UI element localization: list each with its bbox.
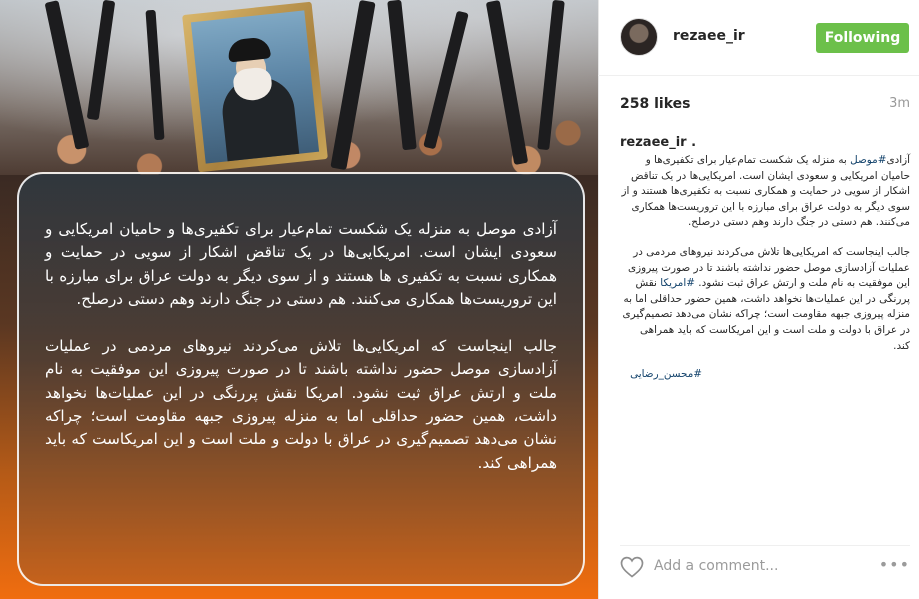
caption-username[interactable]: rezaee_ir . <box>620 135 697 150</box>
caption-paragraph-1 <box>620 153 910 231</box>
image-text-paragraph-1: آزادی موصل به منزله یک شکست تمام‌عیار برای تکفیری‌ها و حامیان امریکایی و سعودی ایشان است. امریکایی‌ها در یک تناقض اشکار از سویی در حمایت و همکاری نسبت به تکفیری ها هستند و از سوی دیگر به دولت عراق برای مبارزه با این تروریست‌ها همکاری می‌کنند. هم دستی در جنگ دارند وهم دستی درصلح. <box>45 220 557 308</box>
post-details-panel <box>598 0 919 599</box>
caption-paragraph-2 <box>620 245 910 354</box>
comment-input[interactable] <box>654 554 874 578</box>
hashtag-signature[interactable]: #محسن_رضایی <box>630 368 702 381</box>
image-text-box <box>17 172 585 586</box>
following-button[interactable]: Following <box>816 23 909 53</box>
portrait-frame <box>182 2 328 173</box>
caption <box>620 135 910 465</box>
post-header <box>598 0 919 76</box>
caption-paragraph-2-rest: نقش پررنگی در این عملیات‌ها نخواهد داشت، همین حضور حداقلی اما به منزله پیروزی جبهه مقاومت است؛ چراکه نشان می‌دهد تصمیم‌گیری در عراق با دولت و ملت است و این امریکاست که باید همراهی کند. <box>622 277 910 352</box>
caption-word: آزادی <box>886 154 910 166</box>
likes-count[interactable]: 258 likes <box>620 96 691 112</box>
post-meta <box>620 96 910 118</box>
caption-text <box>620 153 910 354</box>
hashtag-america[interactable]: #امریکا <box>660 277 695 290</box>
comment-footer <box>620 545 910 583</box>
header-username[interactable]: rezaee_ir <box>673 28 745 44</box>
more-options-icon[interactable]: ••• <box>878 555 910 574</box>
panel-divider <box>598 0 599 599</box>
heart-icon[interactable] <box>620 556 644 578</box>
post-time[interactable]: 3m <box>889 96 910 111</box>
caption-paragraph-2-start: جالب اینجاست که امریکایی‌ها تلاش می‌کردند نیروهای مردمی در عملیات آزادسازی موصل حضور نداشته باشند تا در صورت پیروزی این موفقیت به نام ملت و ارتش عراق ثبت نشود. <box>628 245 910 290</box>
caption-paragraph-1-text: به منزله یک شکست تمام‌عیار برای تکفیری‌ها و حامیان امریکایی و سعودی ایشان است. امریکایی‌ها در یک تناقض اشکار از سویی در حمایت و همکاری نسبت به تکفیری‌ها هستند و از سوی دیگر به دولت عراق برای مبارزه با این تروریست‌ها همکاری می‌کنند. هم دستی در جنگ دارند وهم دستی درصلح. <box>621 154 910 229</box>
image-text-paragraph-2: جالب اینجاست که امریکایی‌ها تلاش می‌کردند نیروهای مردمی در عملیات آزادسازی موصل حضور نداشته باشند تا در صورت پیروزی این موفقیت به نام ملت و ارتش عراق ثبت نشود. امریکا نقش پررنگی در این عملیات‌ها نخواهد داشت، همین حضور حداقلی اما به منزله پیروزی جبهه مقاومت است؛ چراکه نشان می‌دهد تصمیم‌گیری در عراق با دولت و ملت است و این امریکاست که باید همراهی کند. <box>45 337 557 472</box>
hashtag-mosul[interactable]: #موصل <box>850 154 887 166</box>
avatar[interactable] <box>620 18 658 56</box>
